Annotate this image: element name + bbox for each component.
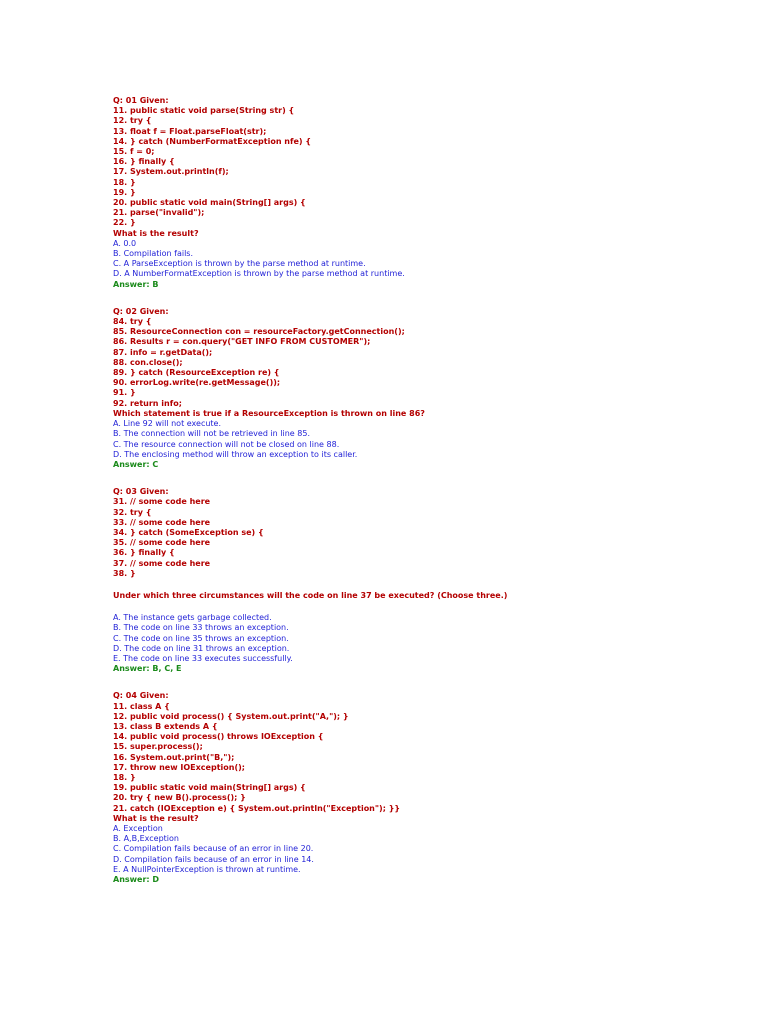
- code-line: 88. con.close();: [113, 357, 183, 367]
- answer-option: C. The resource connection will not be closed on line 88.: [113, 439, 340, 449]
- code-line: 90. errorLog.write(re.getMessage());: [113, 378, 281, 388]
- question-1: [113, 96, 753, 290]
- answer-option: B. The code on line 33 throws an exception.: [113, 623, 289, 633]
- code-line: 91. }: [113, 388, 136, 398]
- answer-option: A. 0.0: [113, 238, 137, 248]
- question-4: [113, 691, 753, 885]
- answer-option: C. The code on line 35 throws an exception.: [113, 633, 289, 643]
- answer-option: A. The instance gets garbage collected.: [113, 613, 272, 623]
- code-line: 20. public static void main(String[] args) {: [113, 198, 306, 208]
- code-line: 22. }: [113, 218, 136, 228]
- code-line: 19. }: [113, 187, 136, 197]
- answer-option: A. Exception: [113, 824, 163, 833]
- answer-option: D. The code on line 31 throws an exception.: [113, 643, 290, 653]
- code-line: 17. System.out.println(f);: [113, 167, 229, 177]
- document-page: [113, 96, 753, 885]
- answer-option: B. The connection will not be retrieved in line 85.: [113, 429, 310, 439]
- code-line: 16. } finally {: [113, 157, 175, 167]
- code-line: 21. catch (IOException e) { System.out.println("Exception"); }}: [113, 803, 401, 813]
- code-line: 11. public static void parse(String str) {: [113, 106, 295, 116]
- code-line: 84. try {: [113, 317, 152, 327]
- code-line: 15. f = 0;: [113, 147, 155, 157]
- code-line: 38. }: [113, 568, 136, 578]
- answer-option: C. A ParseException is thrown by the parse method at runtime.: [113, 259, 366, 269]
- question-3: [113, 487, 753, 674]
- code-line: 34. } catch (SomeException se) {: [113, 527, 264, 537]
- code-line: 14. public void process() throws IOException {: [113, 732, 324, 742]
- code-line: 36. } finally {: [113, 548, 175, 558]
- answer-option: A. Line 92 will not execute.: [113, 419, 222, 429]
- code-line: 37. // some code here: [113, 558, 211, 568]
- answer-option: B. A,B,Exception: [113, 834, 179, 844]
- question-prompt: Under which three circumstances will the code on line 37 be executed? (Choose three.): [113, 590, 508, 600]
- code-line: 18. }: [113, 177, 136, 187]
- correct-answer: Answer: C: [113, 459, 159, 469]
- code-line: 86. Results r = con.query("GET INFO FROM CUSTOMER");: [113, 337, 371, 347]
- question-prompt: What is the result?: [113, 813, 199, 823]
- correct-answer: Answer: B, C, E: [113, 664, 182, 674]
- question-2: [113, 307, 753, 470]
- code-line: 13. class B extends A {: [113, 721, 218, 731]
- question-header: Q: 01 Given:: [113, 96, 169, 105]
- code-line: 11. class A {: [113, 701, 170, 711]
- code-line: 32. try {: [113, 507, 152, 517]
- answer-option: D. Compilation fails because of an error in line 14.: [113, 854, 314, 864]
- question-prompt: What is the result?: [113, 228, 199, 238]
- code-line: 13. float f = Float.parseFloat(str);: [113, 126, 267, 136]
- code-line: 33. // some code here: [113, 517, 211, 527]
- code-line: 85. ResourceConnection con = resourceFactory.getConnection();: [113, 327, 405, 337]
- question-header: Q: 03 Given:: [113, 487, 169, 497]
- code-line: 16. System.out.print("B,");: [113, 752, 235, 762]
- code-line: 12. try {: [113, 116, 152, 126]
- correct-answer: Answer: B: [113, 279, 159, 289]
- code-line: 15. super.process();: [113, 742, 203, 752]
- answer-option: D. A NumberFormatException is thrown by the parse method at runtime.: [113, 269, 405, 279]
- question-header: Q: 04 Given:: [113, 691, 169, 701]
- code-line: 19. public static void main(String[] args) {: [113, 783, 306, 793]
- answer-option: C. Compilation fails because of an error in line 20.: [113, 844, 314, 854]
- code-line: 17. throw new IOException();: [113, 762, 245, 772]
- code-line: 14. } catch (NumberFormatException nfe) {: [113, 136, 312, 146]
- answer-option: E. A NullPointerException is thrown at runtime.: [113, 864, 301, 874]
- code-line: 20. try { new B().process(); }: [113, 793, 246, 803]
- answer-option: E. The code on line 33 executes successfully.: [113, 653, 293, 663]
- code-line: 12. public void process() { System.out.print("A,"); }: [113, 711, 349, 721]
- code-line: 87. info = r.getData();: [113, 347, 213, 357]
- answer-option: D. The enclosing method will throw an exception to its caller.: [113, 449, 358, 459]
- code-line: 89. } catch (ResourceException re) {: [113, 368, 280, 378]
- code-line: 92. return info;: [113, 398, 182, 408]
- correct-answer: Answer: D: [113, 875, 160, 885]
- code-line: 35. // some code here: [113, 538, 211, 548]
- code-line: 21. parse("invalid");: [113, 208, 205, 218]
- question-header: Q: 02 Given:: [113, 306, 169, 316]
- code-line: 31. // some code here: [113, 497, 211, 507]
- question-prompt: Which statement is true if a ResourceException is thrown on line 86?: [113, 408, 425, 418]
- code-line: 18. }: [113, 772, 136, 782]
- answer-option: B. Compilation fails.: [113, 249, 194, 259]
